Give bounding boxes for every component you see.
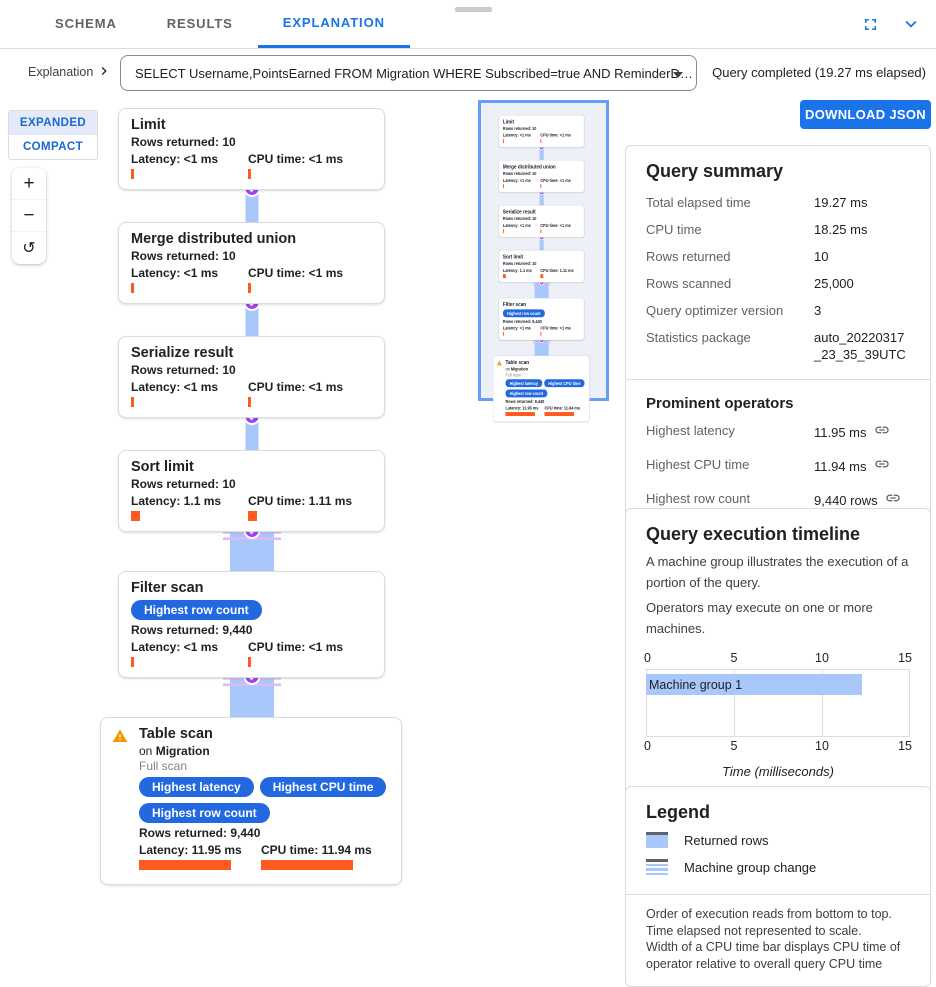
query-dropdown[interactable] [120, 55, 697, 91]
summary-row: Statistics package auto_20220317_23_35_39UTC [646, 330, 906, 362]
query-text: SELECT Username,PointsEarned FROM Migration WHERE Subscribed=true AND ReminderD… [135, 65, 693, 81]
node-title: Limit [131, 117, 166, 133]
cpu-bar [248, 169, 251, 179]
link-icon[interactable] [874, 456, 890, 476]
query-summary-card [625, 145, 931, 527]
operator-row: Highest latency 11.95 ms [646, 422, 910, 442]
node-rows: Rows returned: 9,440 [131, 623, 253, 637]
edge-connector [118, 304, 385, 336]
panel-drag-handle[interactable] [455, 7, 492, 12]
edge-connector-machine-change [118, 532, 385, 571]
node-latency: Latency: 1.1 ms [131, 494, 222, 508]
machine-group-change-swatch [646, 859, 668, 875]
node-cpu: CPU time: 11.94 ms [261, 843, 372, 857]
latency-bar [139, 860, 231, 870]
node-cpu: CPU time: <1 ms [248, 380, 344, 394]
legend-item: Machine group change [646, 859, 910, 875]
legend-title: Legend [646, 802, 711, 822]
node-rows: Rows returned: 9,440 [139, 826, 261, 840]
zoom-out-button[interactable]: − [12, 200, 46, 232]
node-rows: Rows returned: 10 [131, 363, 236, 377]
query-summary-title: Query summary [646, 161, 784, 181]
node-latency: Latency: <1 ms [131, 640, 219, 654]
node-cpu: CPU time: <1 ms [248, 266, 344, 280]
cpu-bar [248, 283, 251, 293]
download-json-button[interactable]: DOWNLOAD JSON [800, 100, 931, 129]
node-cpu: CPU time: <1 ms [248, 640, 344, 654]
collapse-chevron-icon[interactable] [900, 13, 922, 38]
node-title: Table scan [139, 726, 213, 742]
dropdown-caret-icon [673, 72, 683, 78]
edge-connector [118, 190, 385, 222]
latency-bar [131, 511, 140, 521]
compact-toggle[interactable]: COMPACT [22, 141, 84, 153]
explanation-toolbar [0, 49, 936, 96]
flowchart [100, 100, 412, 885]
execution-timeline-card [625, 508, 931, 798]
node-rows: Rows returned: 10 [131, 249, 236, 263]
chevron-right-icon [96, 63, 112, 82]
breadcrumb: Explanation [28, 65, 94, 79]
tab-explanation[interactable]: EXPLANATION [258, 0, 410, 48]
node-serialize-result[interactable] [118, 336, 385, 418]
node-merge-distributed-union[interactable] [118, 222, 385, 304]
node-limit[interactable] [118, 108, 385, 190]
prominent-operators-title: Prominent operators [646, 395, 794, 412]
fullscreen-icon[interactable] [861, 15, 880, 37]
edge-connector-machine-change [118, 678, 385, 717]
node-title: Sort limit [131, 459, 194, 475]
legend-item: Returned rows [646, 832, 910, 848]
tab-bar [0, 0, 936, 49]
cpu-bar [261, 860, 353, 870]
node-latency: Latency: <1 ms [131, 380, 219, 394]
node-latency: Latency: 11.95 ms [139, 843, 242, 857]
legend-note: Order of execution reads from bottom to top. [646, 907, 892, 921]
operator-row: Highest CPU time 11.94 ms [646, 456, 910, 476]
node-cpu: CPU time: 1.11 ms [248, 494, 353, 508]
node-title: Merge distributed union [131, 231, 297, 247]
cpu-bar [248, 657, 251, 667]
legend-note: Time elapsed not represented to scale. [646, 923, 862, 938]
highest-cpu-time-badge: Highest CPU time [260, 777, 387, 797]
edge-connector [118, 418, 385, 450]
node-scan-type: Full scan [139, 759, 188, 773]
summary-row: Total elapsed time 19.27 ms [646, 195, 868, 210]
node-title: Filter scan [131, 580, 204, 596]
tab-schema[interactable]: SCHEMA [55, 16, 117, 31]
tab-results[interactable]: RESULTS [166, 16, 233, 31]
node-cpu: CPU time: <1 ms [248, 152, 344, 166]
node-table-scan[interactable] [100, 717, 402, 885]
summary-row: Rows scanned 25,000 [646, 276, 854, 291]
view-mode-toggle [8, 110, 98, 160]
cpu-bar [248, 511, 257, 521]
summary-row: Query optimizer version 3 [646, 303, 822, 318]
operator-row: Highest row count 9,440 rows [646, 490, 910, 510]
latency-bar [131, 283, 134, 293]
node-title: Serialize result [131, 345, 234, 361]
timeline-title: Query execution timeline [646, 524, 861, 544]
query-status: Query completed (19.27 ms elapsed) [712, 65, 926, 80]
latency-bar [131, 657, 134, 667]
node-latency: Latency: <1 ms [131, 266, 219, 280]
highest-latency-badge: Highest latency [139, 777, 254, 797]
expanded-toggle[interactable]: EXPANDED [9, 111, 97, 135]
timeline-description: A machine group illustrates the execution of a portion of the query. [646, 554, 909, 590]
machine-group-bar[interactable] [646, 674, 862, 695]
legend-card [625, 786, 931, 987]
node-filter-scan[interactable] [118, 571, 385, 678]
link-icon[interactable] [874, 422, 890, 442]
timeline-axis-label: Time (milliseconds) [722, 764, 834, 779]
highest-row-count-badge: Highest row count [139, 803, 270, 823]
timeline-plot [646, 669, 910, 737]
machine-group-label: Machine group 1 [649, 677, 743, 692]
minimap[interactable]: Limit Rows returned: 10 Latency: <1 ms CPU time: <1 ms Merge distributed union Rows returned: 10 Latency: <1 ms CPU time: <1 ms Serialize result Rows returned: 10 Latency: <1 ms CPU time: <1 ms Sort limit Rows returned: 10 Latency: 1.1 ms CPU time: 1.11 ms Filter scan Highest row count Rows returned: 9,440 Latency: <1 ms CPU time: <1 ms Table scan on Migration Full scan Highest latency Highest CPU time Highest row count Rows returned: 9,440 Latency: 11.95 ms CPU time: 11.94 ms [478, 100, 609, 401]
timeline-chart [646, 651, 910, 779]
node-sort-limit[interactable] [118, 450, 385, 532]
returned-rows-swatch [646, 832, 668, 848]
latency-bar [131, 397, 134, 407]
latency-bar [131, 169, 134, 179]
timeline-axis-top: 0 5 10 15 [644, 651, 912, 665]
summary-row: CPU time 18.25 ms [646, 222, 868, 237]
timeline-axis-bottom: 0 5 10 15 [644, 739, 912, 753]
summary-row: Rows returned 10 [646, 249, 829, 264]
timeline-description: Operators may execute on one or more machines. [646, 600, 873, 636]
zoom-in-button[interactable]: + [12, 168, 46, 200]
node-table: on Migration [139, 744, 210, 758]
reset-view-button[interactable]: ↺ [22, 240, 36, 257]
zoom-controls [12, 168, 46, 264]
link-icon[interactable] [885, 490, 901, 510]
legend-note: Width of a CPU time bar displays CPU time of operator relative to overall query CPU time [646, 940, 901, 971]
node-latency: Latency: <1 ms [131, 152, 219, 166]
cpu-bar [248, 397, 251, 407]
node-rows: Rows returned: 10 [131, 135, 236, 149]
highest-row-count-badge: Highest row count [131, 600, 262, 620]
node-rows: Rows returned: 10 [131, 477, 236, 491]
warning-icon [111, 728, 129, 747]
